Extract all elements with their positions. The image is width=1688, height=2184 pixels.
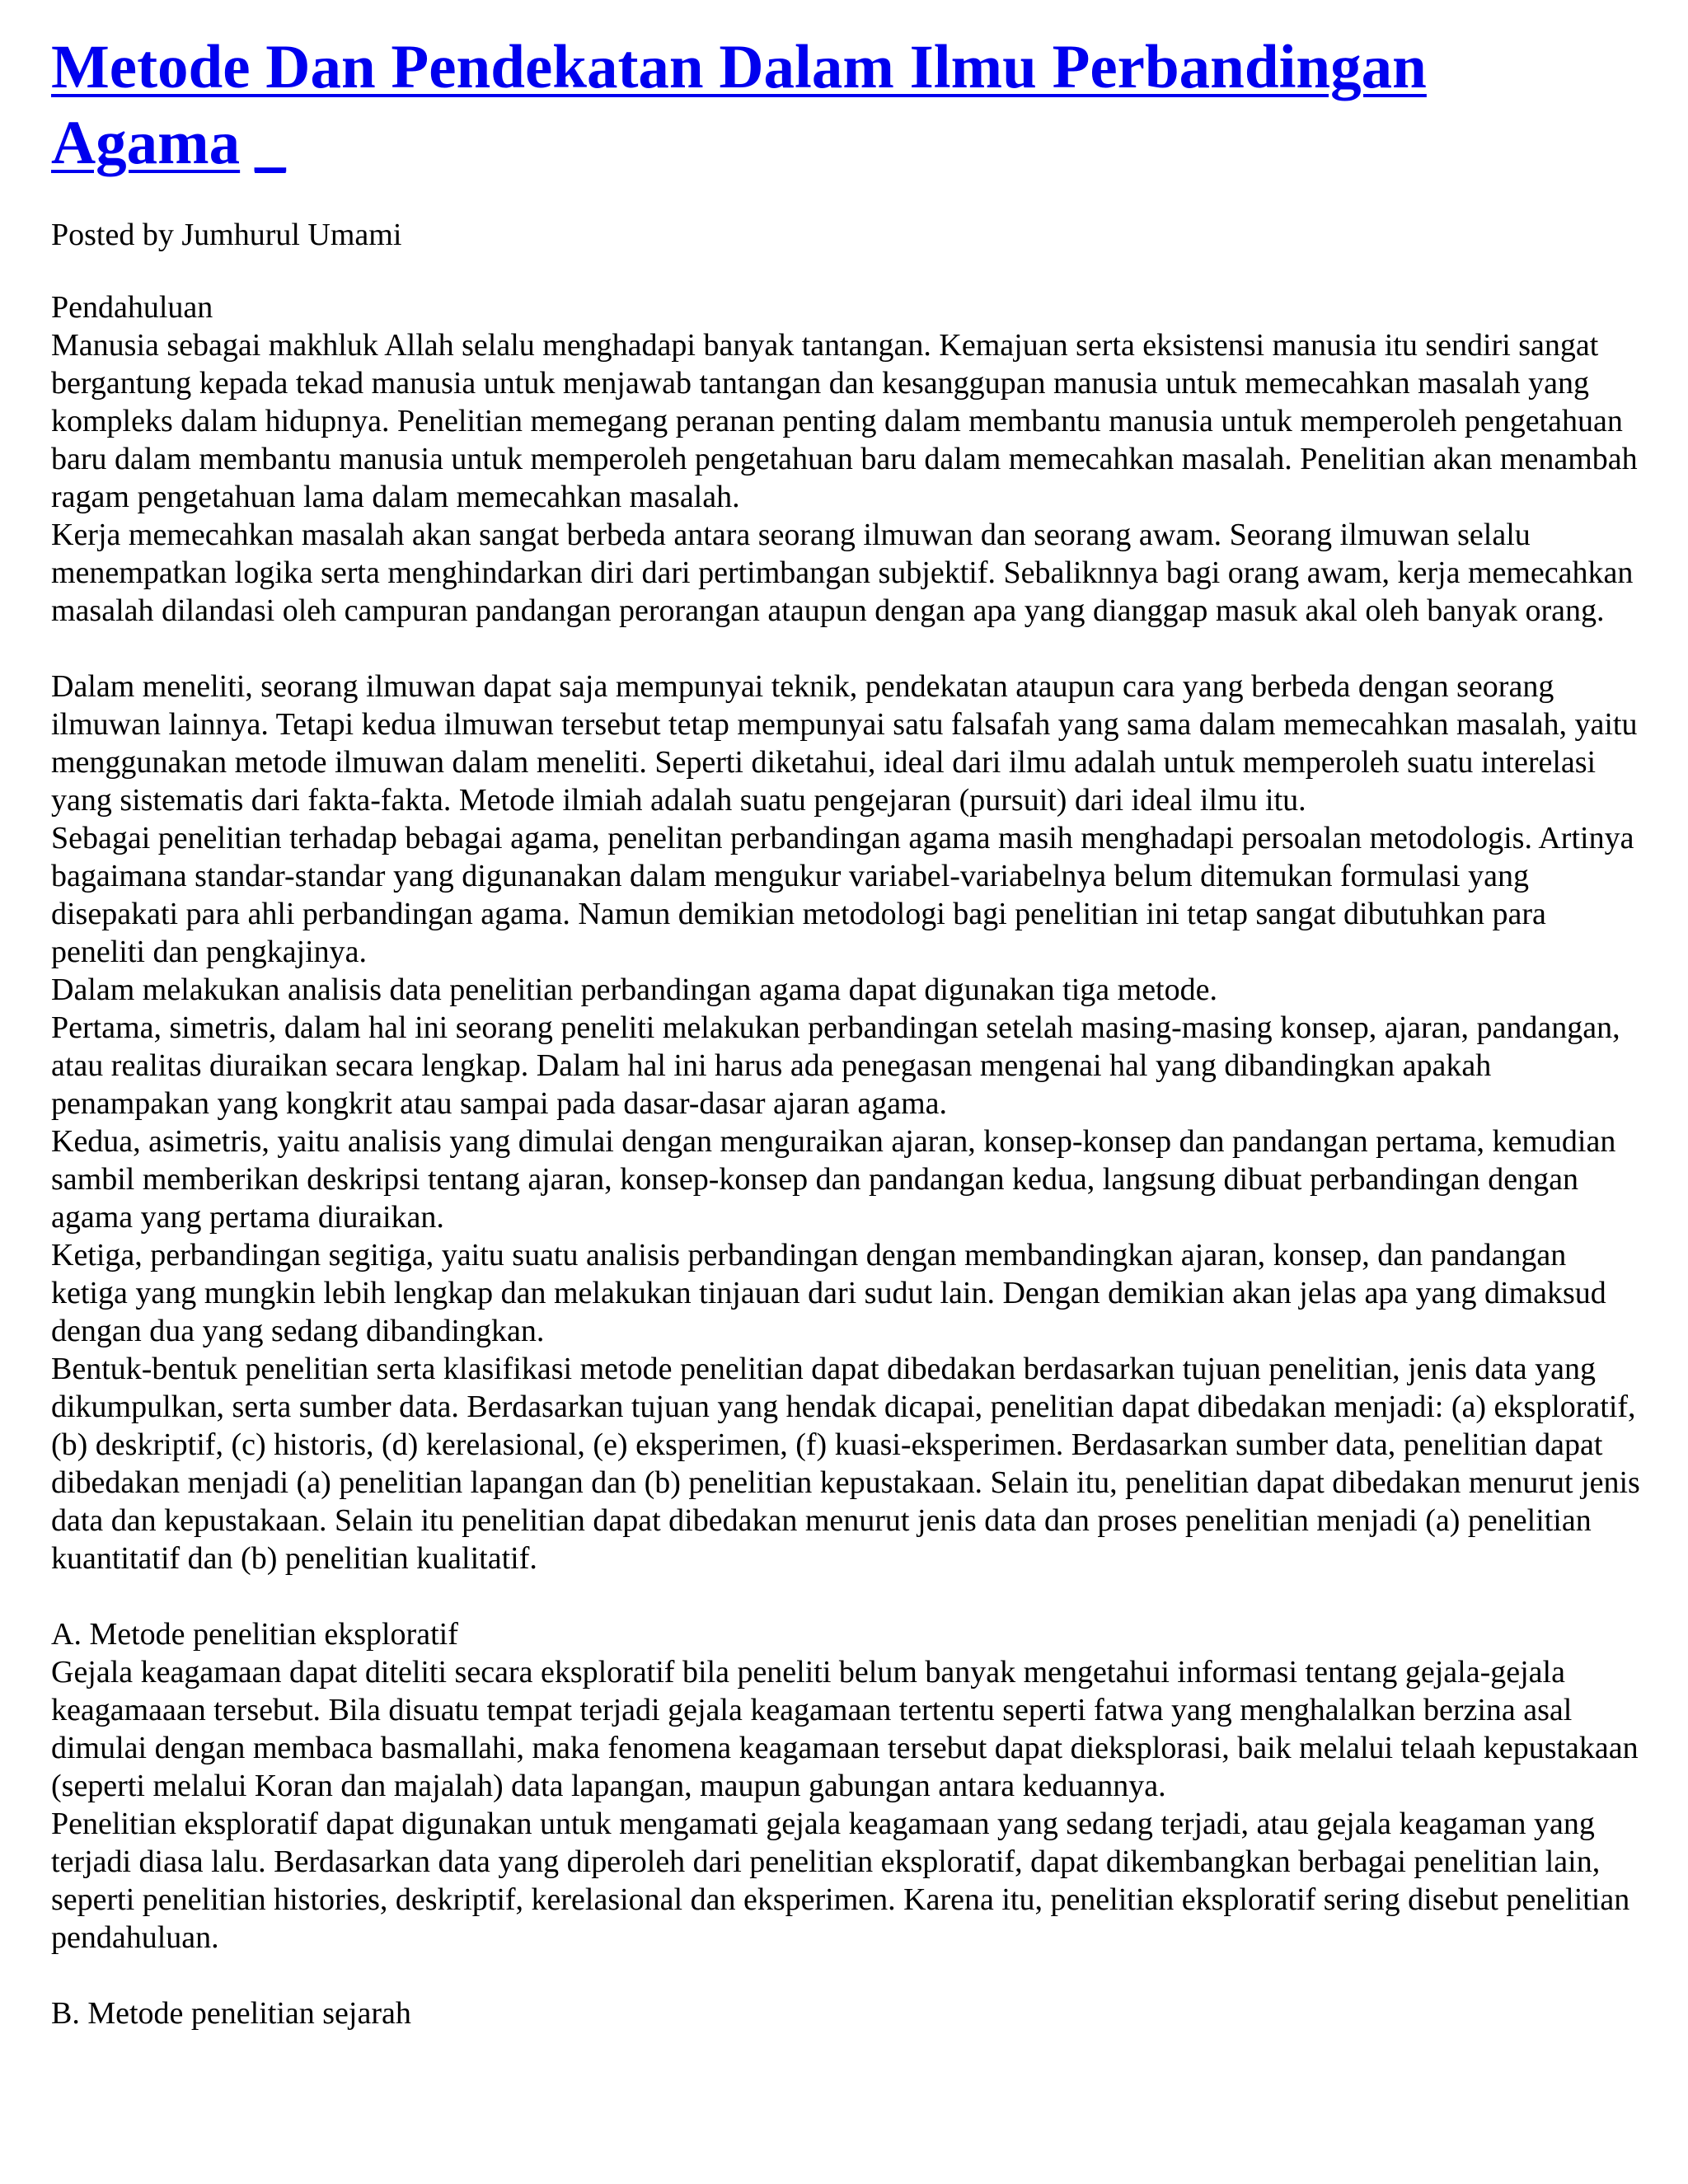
page-title bbox=[51, 30, 1643, 181]
paragraph: Dalam melakukan analisis data penelitian perbandingan agama dapat digunakan tiga metode. bbox=[51, 972, 1217, 1007]
blank-line bbox=[51, 630, 1643, 668]
paragraph: Bentuk-bentuk penelitian serta klasifikasi metode penelitian dapat dibedakan berdasarkan tujuan penelitian, jenis data yang dikumpulkan, serta sumber data. Berdasarkan tujuan yang hendak dicapai, penelitian dapat dibedakan menjadi: (a) eksploratif, (b) deskriptif, (c) historis, (d) kerelasional, (e) eksperimen, (f) kuasi-eksperimen. Berdasarkan sumber data, penelitian dapat dibedakan menjadi (a) penelitian lapangan dan (b) penelitian kepustakaan. Selain itu, penelitian dapat dibedakan menurut jenis data dan kepustakaan. Selain itu penelitian dapat dibedakan menurut jenis data dan proses penelitian menjadi (a) penelitian kuantitatif dan (b) penelitian kualitatif. bbox=[51, 1352, 1640, 1576]
paragraph: Kedua, asimetris, yaitu analisis yang dimulai dengan menguraikan ajaran, konsep-konsep dan pandangan pertama, kemudian sambil memberikan deskripsi tentang ajaran, konsep-konsep dan pandangan kedua, langsung dibuat perbandingan dengan agama yang pertama diuraikan. bbox=[51, 1124, 1616, 1235]
article-body bbox=[51, 288, 1643, 2032]
blank-line bbox=[51, 1957, 1643, 1994]
paragraph: Penelitian eksploratif dapat digunakan untuk mengamati gejala keagamaan yang sedang terjadi, atau gejala keagaman yang terjadi diasa lalu. Berdasarkan data yang diperoleh dari penelitian eksploratif, dapat dikembangkan berbagai penelitian lain, seperti penelitian histories, deskriptif, kerelasional dan eksperimen. Karena itu, penelitian eksploratif sering disebut penelitian pendahuluan. bbox=[51, 1807, 1630, 1955]
title-link[interactable]: Metode Dan Pendekatan Dalam Ilmu Perbandingan Agama bbox=[51, 33, 1427, 177]
title-link-trail[interactable]: _ bbox=[255, 109, 286, 177]
paragraph: Dalam meneliti, seorang ilmuwan dapat saja mempunyai teknik, pendekatan ataupun cara yang berbeda dengan seorang ilmuwan lainnya. Tetapi kedua ilmuwan tersebut tetap mempunyai satu falsafah yang sama dalam memecahkan masalah, yaitu menggunakan metode ilmuwan dalam meneliti. Seperti diketahui, ideal dari ilmu adalah untuk memperoleh suatu interelasi yang sistematis dari fakta-fakta. Metode ilmiah adalah suatu pengejaran (pursuit) dari ideal ilmu itu. bbox=[51, 669, 1638, 818]
paragraph: Manusia sebagai makhluk Allah selalu menghadapi banyak tantangan. Kemajuan serta eksistensi manusia itu sendiri sangat bergantung kepada tekad manusia untuk menjawab tantangan dan kesanggupan manusia untuk memecahkan masalah yang kompleks dalam hidupnya. Penelitian memegang peranan penting dalam membantu manusia untuk memperoleh pengetahuan baru dalam membantu manusia untuk memperoleh pengetahuan baru dalam memecahkan masalah. Penelitian akan menambah ragam pengetahuan lama dalam memecahkan masalah. bbox=[51, 328, 1638, 514]
section-heading-sejarah: B. Metode penelitian sejarah bbox=[51, 1996, 411, 2031]
paragraph: Sebagai penelitian terhadap bebagai agama, penelitan perbandingan agama masih menghadapi persoalan metodologis. Artinya bagaimana standar-standar yang digunanakan dalam mengukur variabel-variabelnya belum ditemukan formulasi yang disepakati para ahli perbandingan agama. Namun demikian metodologi bagi penelitian ini tetap sangat dibutuhkan para peneliti dan pengkajinya. bbox=[51, 821, 1634, 969]
paragraph: Gejala keagamaan dapat diteliti secara eksploratif bila peneliti belum banyak mengetahui informasi tentang gejala-gejala keagamaaan tersebut. Bila disuatu tempat terjadi gejala keagamaan tertentu seperti fatwa yang menghalalkan berzina asal dimulai dengan membaca basmallahi, maka fenomena keagamaan tersebut dapat dieksplorasi, baik melalui telaah kepustakaan (seperti melalui Koran dan majalah) data lapangan, maupun gabungan antara keduannya. bbox=[51, 1655, 1639, 1803]
section-heading-eksploratif: A. Metode penelitian eksploratif bbox=[51, 1617, 458, 1652]
posted-by: Posted by Jumhurul Umami bbox=[51, 218, 402, 252]
section-heading-pendahuluan: Pendahuluan bbox=[51, 290, 213, 325]
blank-line bbox=[51, 1577, 1643, 1615]
paragraph: Pertama, simetris, dalam hal ini seorang peneliti melakukan perbandingan setelah masing-masing konsep, ajaran, pandangan, atau realitas diuraikan secara lengkap. Dalam hal ini harus ada penegasan mengenai hal yang dibandingkan apakah penampakan yang kongkrit atau sampai pada dasar-dasar ajaran agama. bbox=[51, 1010, 1620, 1121]
paragraph: Ketiga, perbandingan segitiga, yaitu suatu analisis perbandingan dengan membandingkan ajaran, konsep, dan pandangan ketiga yang mungkin lebih lengkap dan melakukan tinjauan dari sudut lain. Dengan demikian akan jelas apa yang dimaksud dengan dua yang sedang dibandingkan. bbox=[51, 1238, 1606, 1348]
paragraph: Kerja memecahkan masalah akan sangat berbeda antara seorang ilmuwan dan seorang awam. Seorang ilmuwan selalu menempatkan logika serta menghindarkan diri dari pertimbangan subjektif. Sebaliknnya bagi orang awam, kerja memecahkan masalah dilandasi oleh campuran pandangan perorangan ataupun dengan apa yang dianggap masuk akal oleh banyak orang. bbox=[51, 518, 1634, 628]
